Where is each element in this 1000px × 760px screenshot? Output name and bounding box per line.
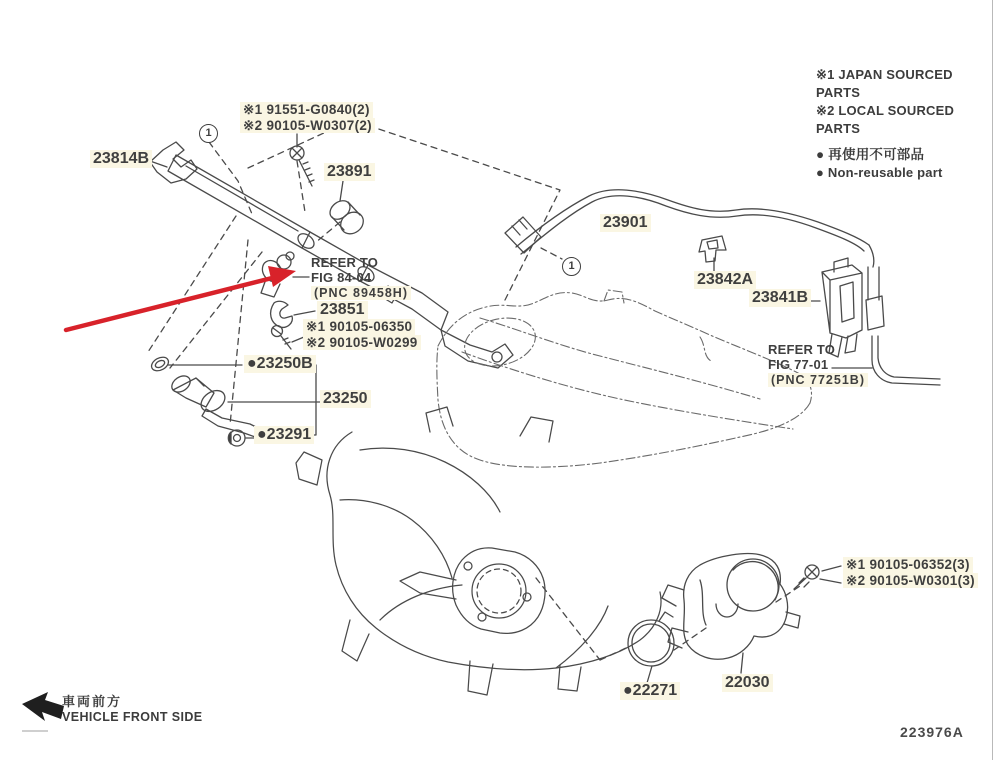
label-22271 (620, 682, 680, 700)
part-number: ※2 90105-W0301(3) (843, 573, 978, 589)
vehicle-front-jp: 車両前方 (62, 694, 123, 709)
gasket-drawing (628, 612, 674, 683)
label-refer-fig77 (768, 343, 868, 388)
insulator-cap-drawing (326, 197, 367, 238)
part-number: 23250 (320, 390, 371, 408)
throttle-dashed-guides (536, 578, 800, 660)
label-23250 (320, 390, 371, 408)
label-throttle-bolt (843, 557, 978, 588)
label-23891 (324, 163, 375, 181)
part-number: ※2 90105-W0307(2) (240, 118, 375, 134)
vehicle-front-en: VEHICLE FRONT SIDE (62, 710, 203, 724)
red-arrow (66, 266, 296, 330)
label-23851 (317, 301, 368, 319)
label-23814B (90, 150, 152, 168)
part-number: 23891 (324, 163, 375, 181)
label-refer-fig84 (311, 256, 411, 301)
engine-cover-drawing (437, 290, 812, 467)
legend-local-sourced: ※2 LOCAL SOURCED PARTS (816, 103, 955, 136)
label-23841B (749, 289, 811, 307)
part-number: ※1 91551-G0840(2) (240, 102, 373, 118)
legend-non-reusable-jp: ● 再使用不可部品 (816, 147, 925, 162)
part-number: 23841B (749, 289, 811, 307)
part-number: 23851 (317, 301, 368, 319)
screw-icon-middle (272, 326, 292, 350)
label-22030 (722, 674, 773, 692)
pipe-dashed-guide (541, 248, 562, 259)
throttle-body-drawing (662, 554, 800, 673)
figure-code: 223976A (900, 724, 964, 740)
part-number: ※1 90105-06350 (303, 319, 415, 335)
refer-pnc: (PNC 77251B) (768, 373, 868, 387)
part-number: 23901 (600, 214, 651, 232)
refer-text: REFER TO (768, 342, 836, 357)
intake-manifold-drawing (296, 407, 661, 695)
part-number: ※2 90105-W0299 (303, 335, 421, 351)
label-23291 (254, 426, 314, 444)
refer-text: REFER TO (311, 255, 379, 270)
vehicle-front-arrow (22, 692, 64, 721)
bolt-icon-top (290, 146, 314, 186)
legend-japan-sourced: ※1 JAPAN SOURCED PARTS (816, 67, 953, 100)
pipe-clamp-drawing (699, 236, 726, 271)
page-border-right (992, 0, 993, 760)
callout-1-rail: 1 (199, 124, 218, 143)
part-number: ●23291 (254, 426, 314, 444)
label-mid-screw (303, 319, 421, 350)
part-number: ●23250B (244, 355, 316, 373)
part-number: 22030 (722, 674, 773, 692)
part-number: ●22271 (620, 682, 680, 700)
page-mark (22, 730, 48, 732)
refer-pnc: (PNC 89458H) (311, 286, 411, 300)
callout-1-pipe: 1 (562, 257, 581, 276)
vehicle-front-label (62, 691, 203, 724)
part-number: 23814B (90, 150, 152, 168)
label-23842A (694, 271, 756, 289)
label-rail-bolt (240, 102, 375, 133)
refer-fig: FIG 77-01 (768, 356, 829, 372)
label-23901 (600, 214, 651, 232)
part-number: 23842A (694, 271, 756, 289)
legend-non-reusable-en: ● Non-reusable part (816, 165, 943, 180)
legend (816, 66, 1000, 182)
refer-fig: FIG 84-04 (311, 269, 372, 285)
clamp-drawing (271, 301, 293, 327)
label-23250B (244, 355, 316, 373)
bolt-icon-throttle (794, 565, 841, 589)
part-number: ※1 90105-06352(3) (843, 557, 973, 573)
